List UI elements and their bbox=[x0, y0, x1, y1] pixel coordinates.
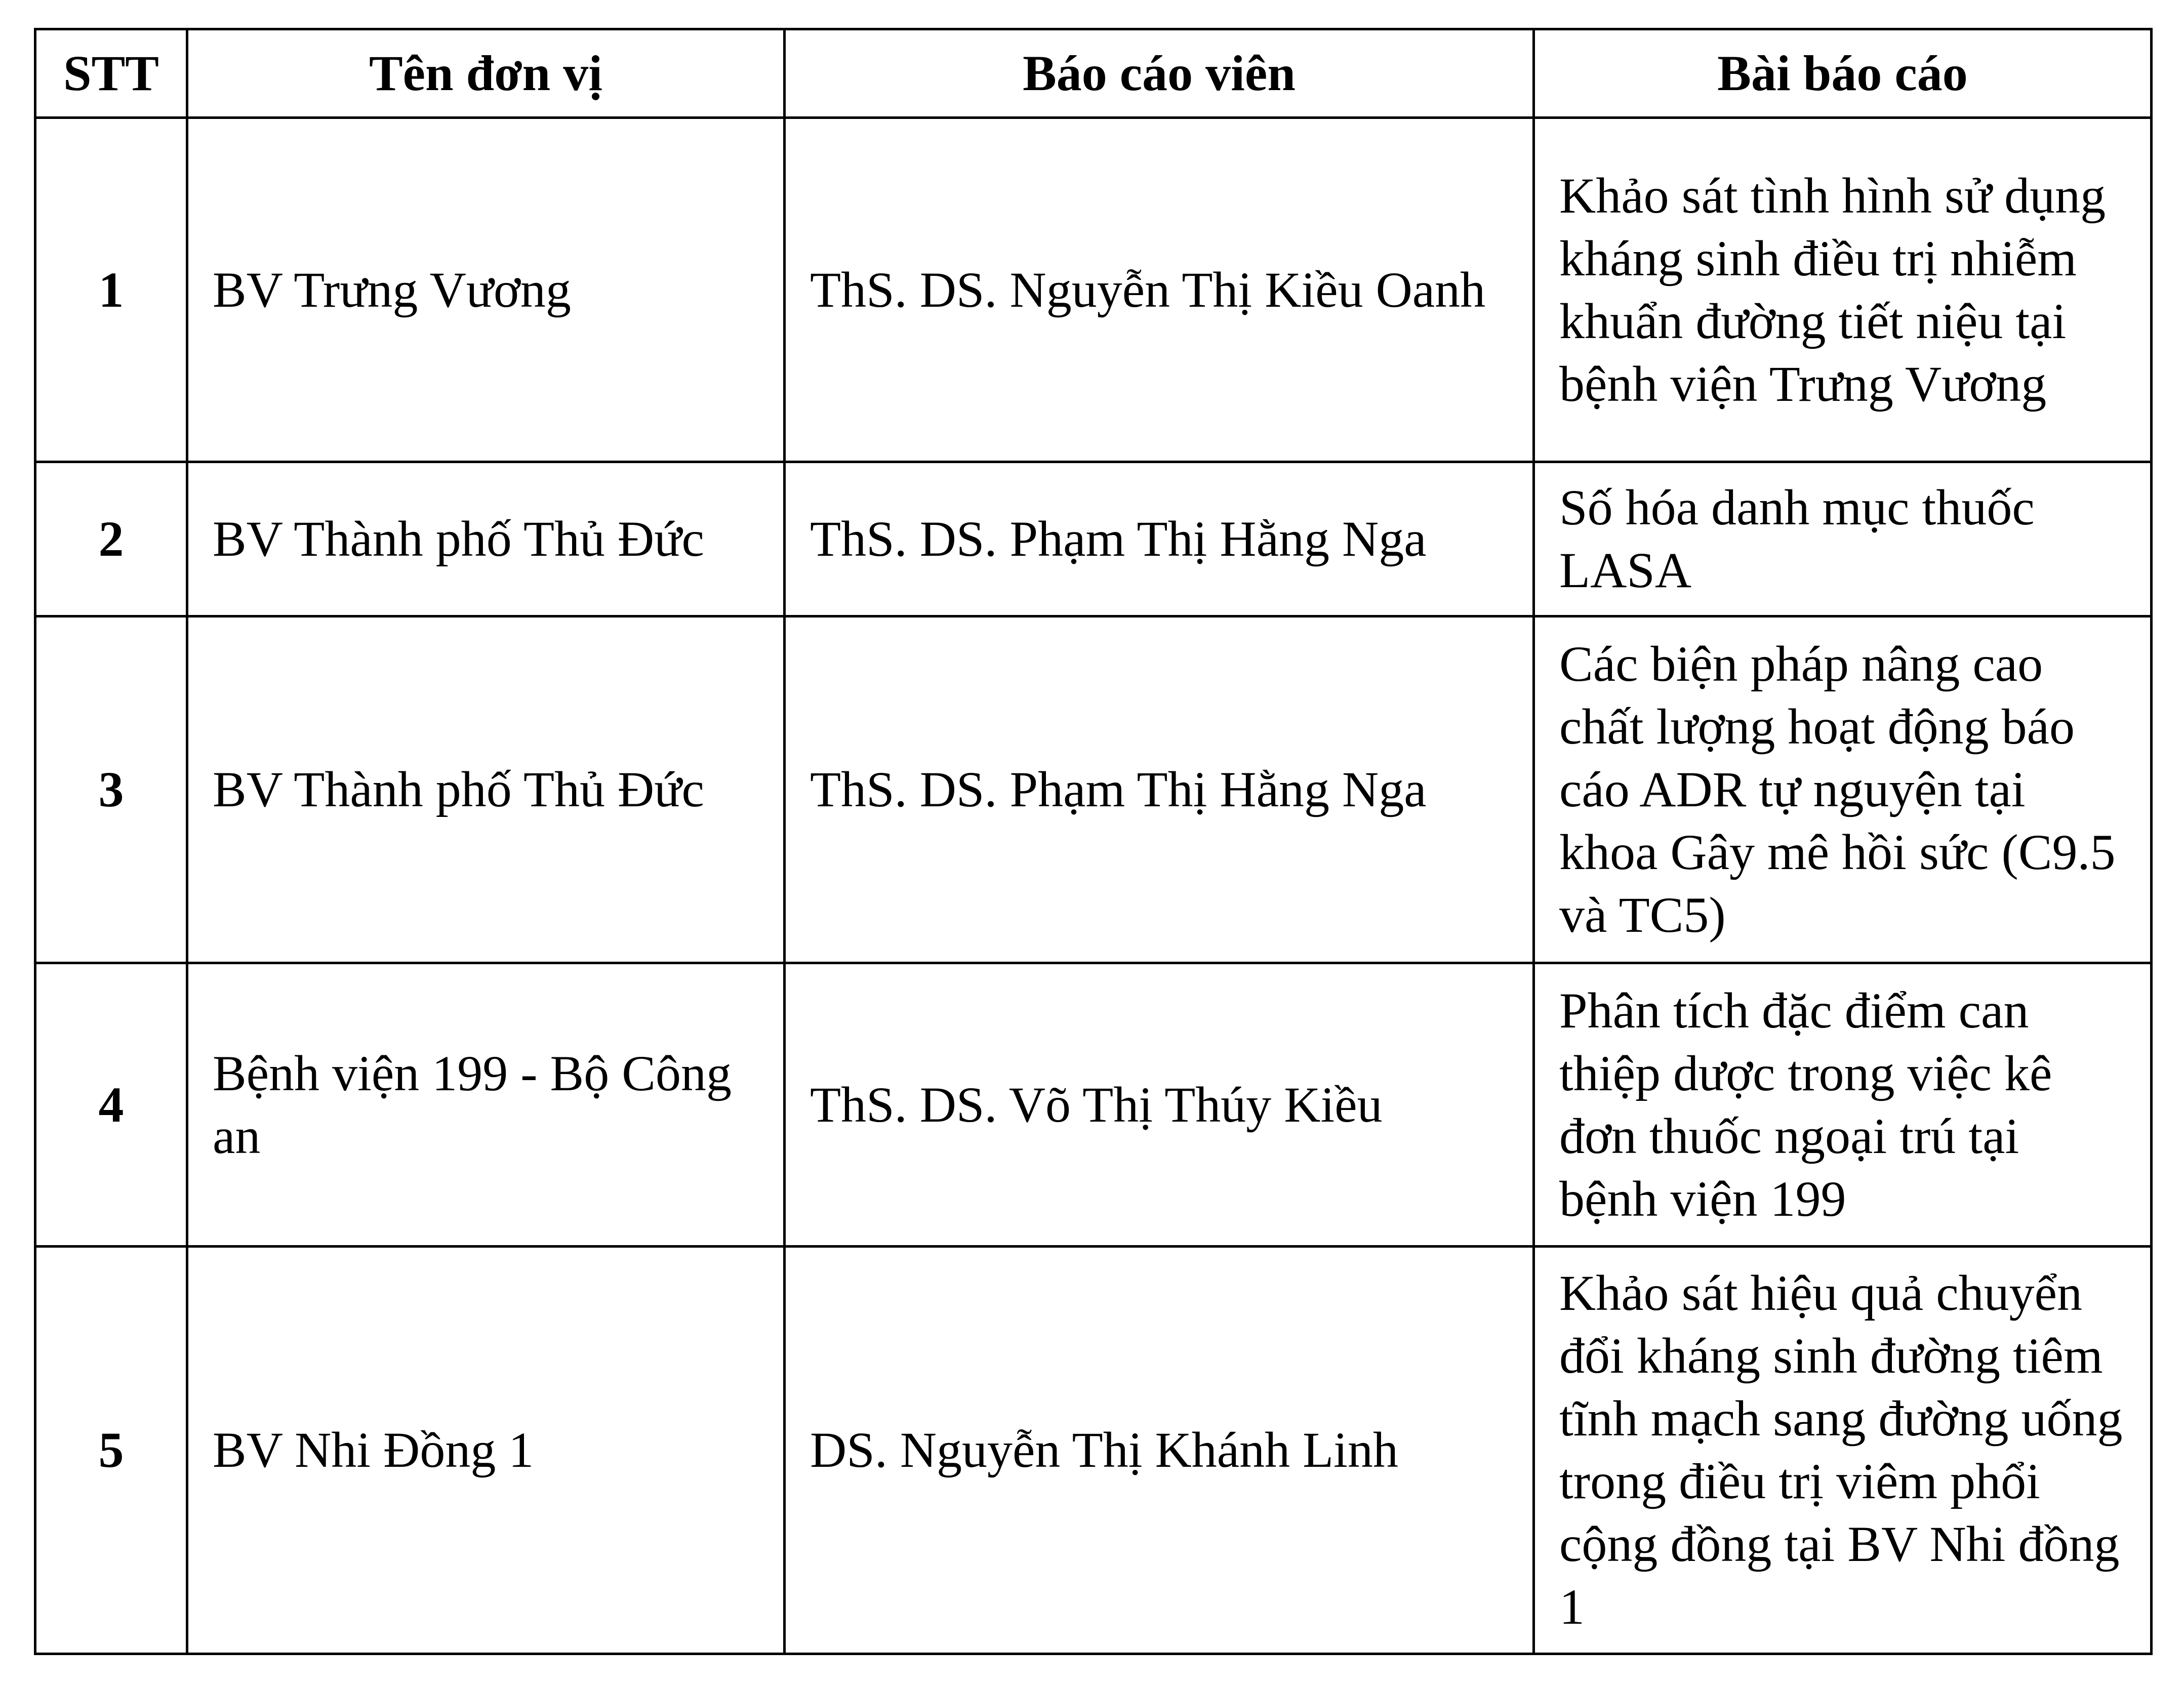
table-header-row bbox=[35, 29, 2152, 118]
row-presenter: ThS. DS. Nguyễn Thị Kiều Oanh bbox=[785, 118, 1534, 462]
row-unit: BV Thành phố Thủ Đức bbox=[187, 462, 785, 616]
row-presenter: DS. Nguyễn Thị Khánh Linh bbox=[785, 1247, 1534, 1654]
row-stt: 2 bbox=[35, 462, 187, 616]
row-unit: Bệnh viện 199 - Bộ Công an bbox=[187, 963, 785, 1247]
row-stt: 1 bbox=[35, 118, 187, 462]
row-presenter: ThS. DS. Phạm Thị Hằng Nga bbox=[785, 462, 1534, 616]
row-presenter: ThS. DS. Phạm Thị Hằng Nga bbox=[785, 616, 1534, 963]
table-row bbox=[35, 616, 2152, 963]
row-report: Các biện pháp nâng cao chất lượng hoạt động báo cáo ADR tự nguyện tại khoa Gây mê hồi sức (C9.5 và TC5) bbox=[1534, 616, 2152, 963]
row-stt: 4 bbox=[35, 963, 187, 1247]
header-unit: Tên đơn vị bbox=[187, 29, 785, 118]
row-report: Phân tích đặc điểm can thiệp dược trong việc kê đơn thuốc ngoại trú tại bệnh viện 199 bbox=[1534, 963, 2152, 1247]
header-presenter: Báo cáo viên bbox=[785, 29, 1534, 118]
row-presenter: ThS. DS. Võ Thị Thúy Kiều bbox=[785, 963, 1534, 1247]
row-report: Khảo sát tình hình sử dụng kháng sinh điều trị nhiễm khuẩn đường tiết niệu tại bệnh viện Trưng Vương bbox=[1534, 118, 2152, 462]
row-unit: BV Trưng Vương bbox=[187, 118, 785, 462]
header-stt: STT bbox=[35, 29, 187, 118]
table-row bbox=[35, 963, 2152, 1247]
report-table bbox=[34, 28, 2153, 1655]
table-row bbox=[35, 462, 2152, 616]
table-row bbox=[35, 118, 2152, 462]
row-stt: 5 bbox=[35, 1247, 187, 1654]
row-stt: 3 bbox=[35, 616, 187, 963]
row-unit: BV Nhi Đồng 1 bbox=[187, 1247, 785, 1654]
row-report: Khảo sát hiệu quả chuyển đổi kháng sinh đường tiêm tĩnh mạch sang đường uống trong điều trị viêm phổi cộng đồng tại BV Nhi đồng 1 bbox=[1534, 1247, 2152, 1654]
row-report: Số hóa danh mục thuốc LASA bbox=[1534, 462, 2152, 616]
table-row bbox=[35, 1247, 2152, 1654]
row-unit: BV Thành phố Thủ Đức bbox=[187, 616, 785, 963]
header-report: Bài báo cáo bbox=[1534, 29, 2152, 118]
